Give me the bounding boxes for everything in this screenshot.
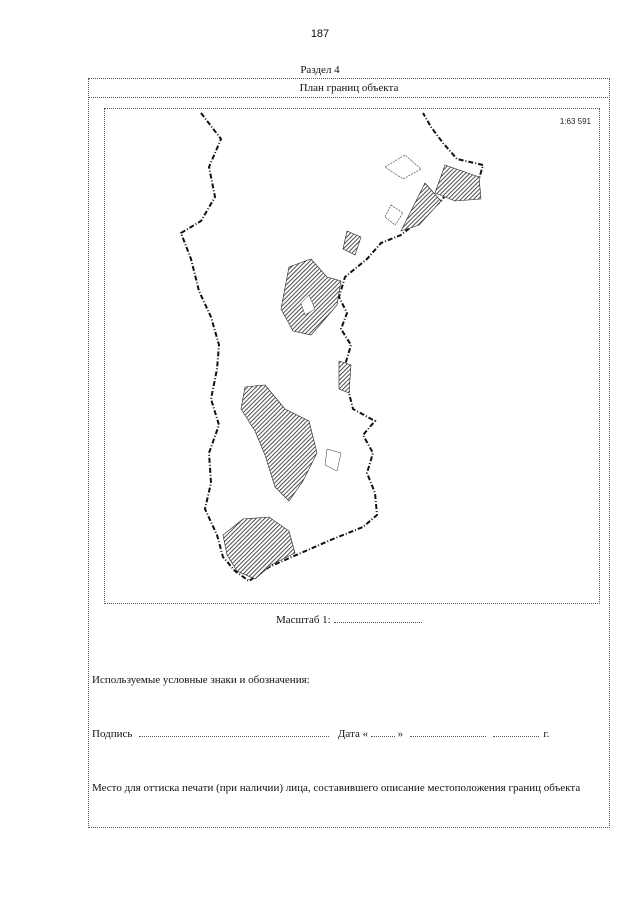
map-drawing (105, 109, 599, 603)
stamp-place-text: Место для оттиска печати (при наличии) лица, составившего описание местоположения границ объекта (92, 782, 581, 794)
scale-label: Масштаб 1: (276, 614, 331, 626)
parcel-strip-east (401, 183, 441, 231)
date-close-quote: » (397, 728, 404, 740)
signature-label: Подпись (92, 728, 133, 740)
parcel-central (281, 259, 341, 335)
object-boundary (181, 113, 483, 581)
table-header: План границ объекта (88, 78, 610, 98)
map-scale-badge: 1:63 591 (559, 117, 591, 126)
boundary-map (104, 108, 600, 604)
clearing-4 (385, 205, 403, 225)
scale-value-field[interactable] (334, 612, 422, 623)
scale-row (276, 612, 422, 626)
parcel-mid-right (339, 361, 351, 393)
date-label: Дата « (337, 728, 369, 740)
date-day-field[interactable] (371, 726, 395, 737)
parcel-northeast (435, 165, 481, 201)
section-title: Раздел 4 (300, 64, 340, 76)
legend-label: Используемые условные знаки и обозначения: (92, 674, 310, 686)
page-number: 187 (310, 28, 330, 40)
year-suffix: г. (543, 728, 550, 740)
clearing-3 (385, 155, 421, 179)
parcel-small-east (343, 231, 361, 255)
date-month-field[interactable] (410, 726, 486, 737)
date-year-field[interactable] (493, 726, 539, 737)
signature-field[interactable] (139, 726, 329, 737)
signature-row (92, 726, 602, 740)
parcel-south-central (241, 385, 317, 501)
clearing-2 (325, 449, 341, 471)
